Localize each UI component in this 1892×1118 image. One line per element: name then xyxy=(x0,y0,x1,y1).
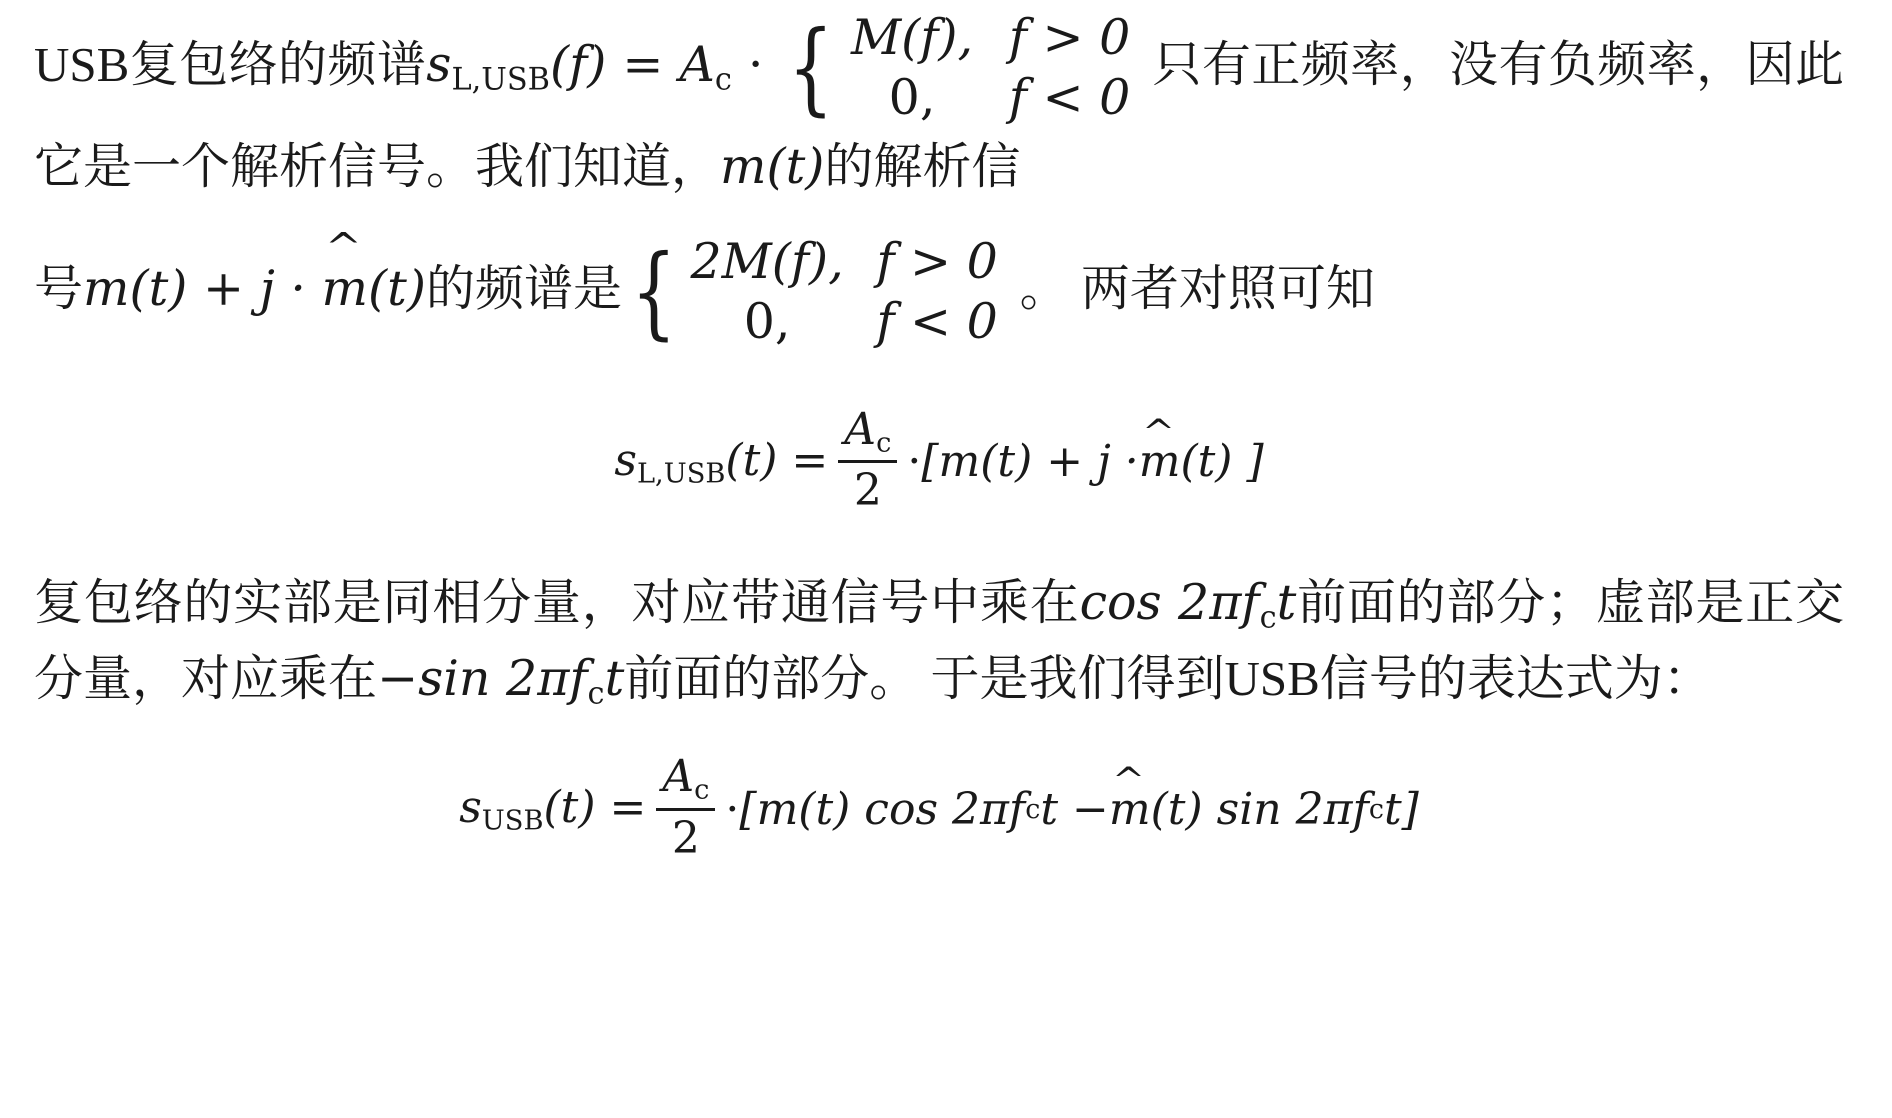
eq2-rhs-mid: t − xyxy=(1040,784,1109,836)
case-row2-col1: 0, xyxy=(888,68,936,126)
case-row1-col2: f > 0 xyxy=(1008,9,1131,66)
expr-sL-usb-f: $s_{L,USB}(f)$ = xyxy=(426,36,680,98)
case-row2-col1: 0, xyxy=(743,292,791,350)
paragraph-2-mid: 的频谱是 xyxy=(425,261,622,317)
eq2-sub-c-1: c xyxy=(1025,794,1041,826)
fraction-Ac-over-2: $\frac{A_c}{2}$ xyxy=(656,751,715,864)
paragraph-3-part1: 复包络的实部是同相分量，对应带通信号中乘在 xyxy=(34,575,1080,631)
eq2-rhs-close: t] xyxy=(1383,784,1419,836)
case-row1-col1: M(f), xyxy=(851,9,974,66)
paragraph-1-text-before: USB复包络的频谱 xyxy=(34,37,427,93)
eq1-rhs-tail: (t) ] xyxy=(1180,436,1264,488)
hat-m-arg: (t) xyxy=(368,260,426,318)
eq2-rhs-mid2: (t) sin 2πf xyxy=(1150,784,1369,836)
fraction-Ac-over-2: $\frac{A_c}{2}$ xyxy=(838,404,897,517)
hat-m-symbol: ^ m xyxy=(1139,436,1181,487)
cases-spectrum-analytic xyxy=(622,232,1020,352)
paragraph-1 xyxy=(34,10,1844,204)
eq2-dot: · xyxy=(725,784,740,836)
amplitude-Ac: $A_c$ xyxy=(679,36,732,98)
paragraph-2 xyxy=(34,234,1844,354)
case-row2-col2: f < 0 xyxy=(876,292,998,350)
paragraph-2-lead: 号 xyxy=(34,261,84,317)
eq1-rhs-open: [m(t) + j · xyxy=(921,436,1139,488)
expr-neg-sin-carrier: −sin $2\pi f_ct$ xyxy=(377,649,625,712)
eq1-dot: · xyxy=(907,436,922,488)
hat-m-symbol: ^ m xyxy=(1109,784,1151,835)
paragraph-1-text-after: 只有正频率，没有负频率，因此它是一个解析信号。我们知道， xyxy=(34,37,1844,194)
inline-m-of-t: m(t) xyxy=(720,137,825,195)
left-brace: { xyxy=(788,8,835,126)
cases-spectrum-usb xyxy=(779,8,1152,128)
dot-operator: · xyxy=(731,36,780,94)
eq2-rhs-open: [m(t) cos 2πf xyxy=(739,784,1026,836)
equation-complex-envelope xyxy=(34,403,1844,519)
eq2-sub-c-2: c xyxy=(1368,794,1384,826)
case-row2-col2: f < 0 xyxy=(1008,68,1131,126)
paragraph-1-text-tail: 的解析信 xyxy=(824,138,1021,194)
case-row1-col2: f > 0 xyxy=(876,233,998,290)
equation-usb-signal xyxy=(34,753,1844,866)
expr-cos-carrier: $\cos 2\pi f_ct$ xyxy=(1079,574,1297,636)
expr-analytic-signal: m(t) + j · xyxy=(83,260,322,318)
paragraph-2-tail: 。 两者对照可知 xyxy=(1019,261,1375,317)
paragraph-3-part3: 前面的部分。 于是我们得到USB信号的表达式为： xyxy=(624,650,1712,706)
case-row1-col1: 2M(f), xyxy=(690,233,844,290)
eq2-lhs: $s_{USB}(t)$ = xyxy=(459,782,647,838)
paragraph-3-part2: 前面的部分；虚部是正交分量，对应乘在 xyxy=(34,575,1844,706)
hat-m-symbol: ^ m xyxy=(322,252,368,326)
eq1-lhs: $s_{L,USB}(t)$ = xyxy=(614,434,829,490)
paragraph-3 xyxy=(34,566,1844,717)
left-brace: { xyxy=(630,232,677,350)
